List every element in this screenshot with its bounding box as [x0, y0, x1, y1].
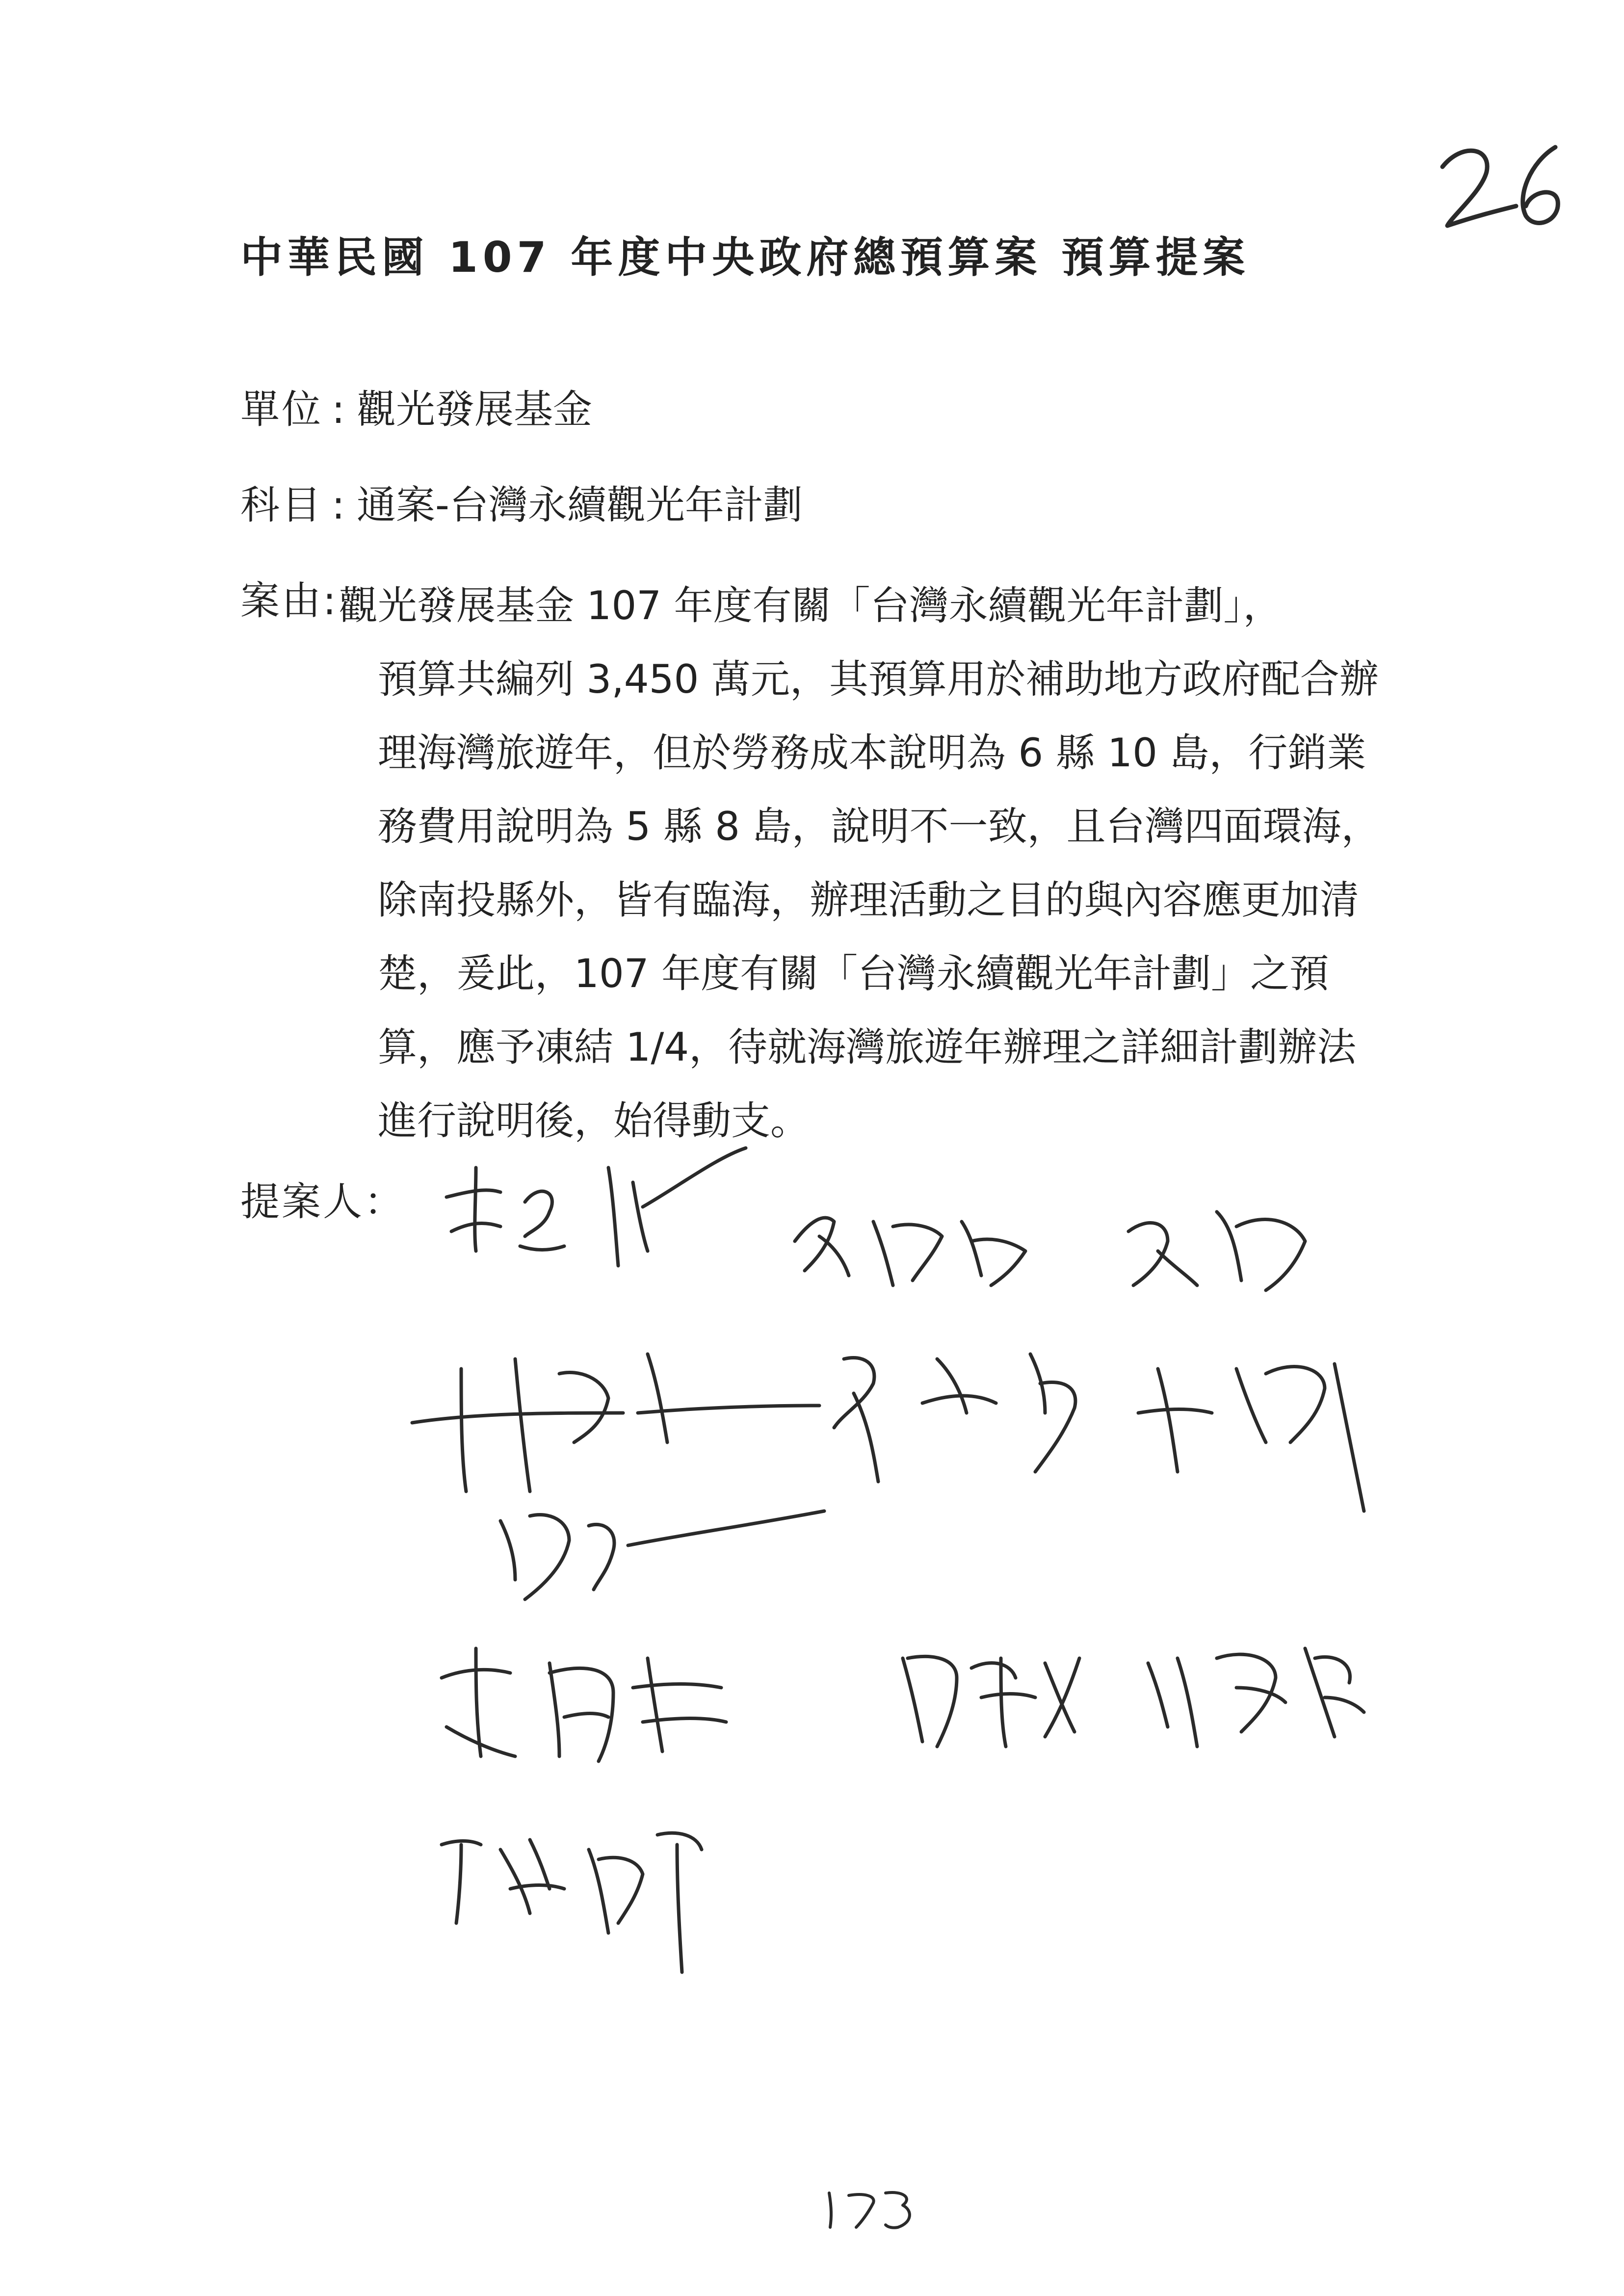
signature-3: [1128, 1212, 1305, 1290]
proposers-colon: ：: [364, 1179, 405, 1225]
handwritten-page-number: [1433, 132, 1580, 240]
reason-body-text: 預算共編列 3,450 萬元，其預算用於補助地方政府配合辦理海灣旅遊年，但於勞務成本說明為 6 縣 10 島，行銷業務費用說明為 5 縣 8 島，說明不一致，且台灣四面環海，除南投縣外，皆有臨海，辦理活動之目的與內容應更加清楚，爰此，107 年度有關「台灣永續觀光年計劃」之預算，應予凍結 1/4，待就海灣旅遊年辦理之詳細計劃辦法進行說明後，始得動支。: [378, 656, 1381, 1144]
reason-label-wrap: [240, 569, 338, 626]
reason-label: 案由: [240, 578, 323, 624]
subject-colon: :: [332, 482, 345, 528]
signature-8: [442, 1648, 726, 1761]
reason-colon: :: [323, 578, 338, 624]
signature-6: [1138, 1364, 1364, 1511]
reason-paragraph: [339, 569, 1384, 1158]
signature-7: [500, 1511, 824, 1599]
unit-field: [240, 378, 592, 434]
signature-4: [412, 1354, 819, 1491]
signature-11: [442, 1833, 702, 1972]
signatures-block: [402, 1138, 1501, 1982]
signature-9: [903, 1656, 1079, 1747]
unit-value: 觀光發展基金: [356, 387, 592, 432]
document-title: 中華民國 107 年度中央政府總預算案 預算提案: [240, 233, 1250, 282]
signature-5: [834, 1354, 1075, 1482]
subject-label: 科目: [240, 482, 323, 528]
handwritten-folio: [819, 2178, 917, 2232]
subject-field: [240, 473, 803, 530]
signature-1: [446, 1148, 746, 1266]
signature-2: [795, 1218, 1025, 1285]
unit-colon: :: [332, 387, 345, 432]
proposers-label: 提案人: [240, 1179, 364, 1225]
subject-value: 通案-台灣永續觀光年計劃: [356, 482, 803, 528]
reason-first-line: 觀光發展基金 107 年度有關「台灣永續觀光年計劃」，: [339, 583, 1283, 628]
proposers-label-wrap: [240, 1170, 405, 1226]
unit-label: 單位: [240, 387, 323, 432]
signature-10: [1148, 1648, 1364, 1747]
